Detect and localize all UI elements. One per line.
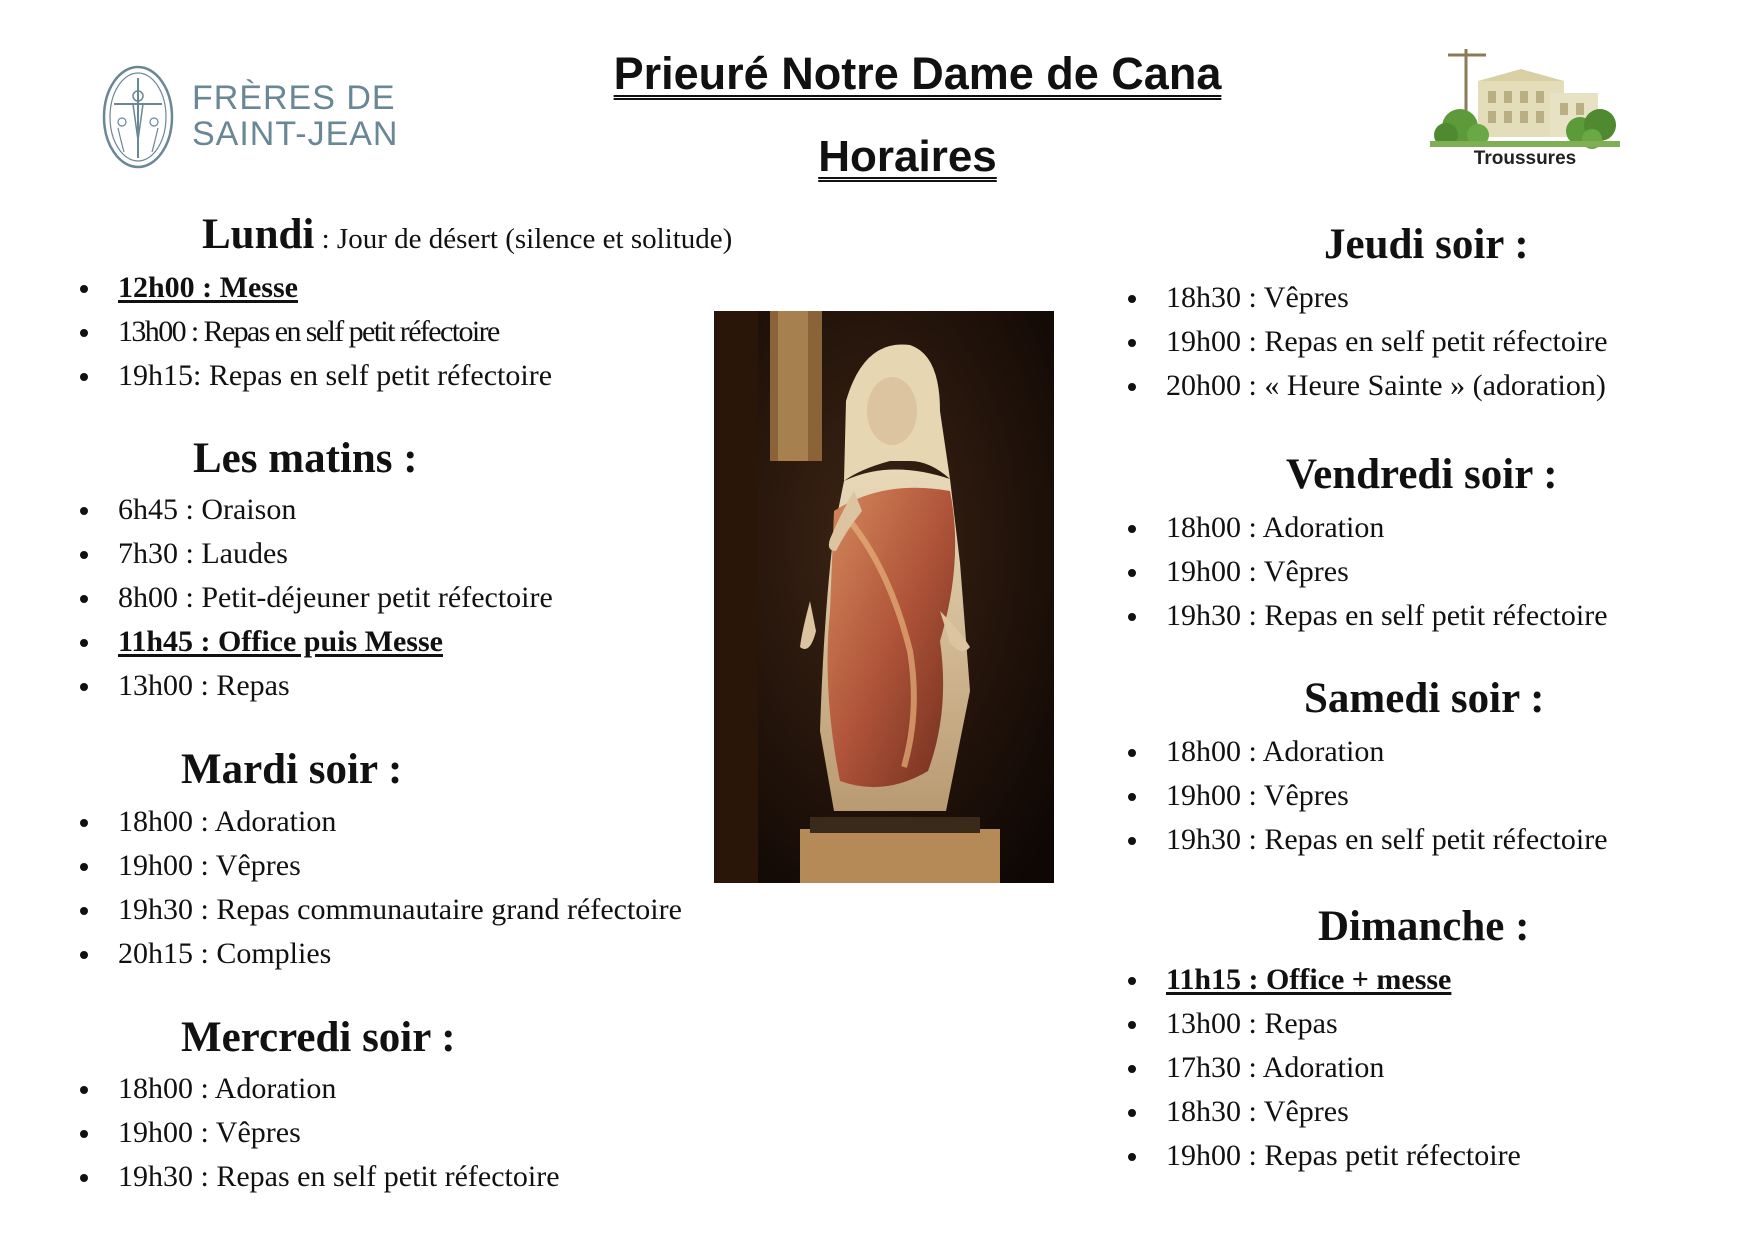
- list-lundi: [80, 266, 552, 398]
- list-item: 8h00 : Petit-déjeuner petit réfectoire: [80, 576, 553, 620]
- list-mardi: [80, 800, 682, 976]
- logo-line-2: SAINT-JEAN: [192, 115, 399, 153]
- heading-mardi: Mardi soir :: [181, 746, 403, 793]
- heading-lundi-title: Lundi: [202, 211, 315, 258]
- list-item: 19h00 : Vêpres: [80, 844, 682, 888]
- heading-lundi: [202, 210, 732, 259]
- list-item: 18h00 : Adoration: [1128, 506, 1608, 550]
- list-item: 19h00 : Repas petit réfectoire: [1128, 1134, 1521, 1178]
- list-item: 19h30 : Repas en self petit réfectoire: [80, 1155, 560, 1199]
- list-matins: [80, 488, 553, 708]
- heading-mercredi: Mercredi soir :: [181, 1014, 456, 1061]
- priory-building-icon: [1430, 45, 1620, 150]
- heading-lundi-subtitle: : Jour de désert (silence et solitude): [314, 223, 733, 255]
- heading-matins: Les matins :: [193, 435, 418, 482]
- heading-samedi: Samedi soir :: [1304, 675, 1545, 722]
- list-item: 11h15 : Office + messe: [1128, 958, 1521, 1002]
- list-item: 13h00 : Repas: [1128, 1002, 1521, 1046]
- logo-line-1: FRÈRES DE: [192, 79, 396, 117]
- list-item: 7h30 : Laudes: [80, 532, 553, 576]
- list-item: 20h00 : « Heure Sainte » (adoration): [1128, 364, 1608, 408]
- list-item: 19h30 : Repas communautaire grand réfectoire: [80, 888, 682, 932]
- list-item: 18h00 : Adoration: [80, 800, 682, 844]
- list-item: 18h30 : Vêpres: [1128, 1090, 1521, 1134]
- list-item-text: 13h00 : Repas en self petit réfectoire: [118, 315, 499, 348]
- list-item: 19h00 : Repas en self petit réfectoire: [1128, 320, 1608, 364]
- page-title: Prieuré Notre Dame de Cana: [613, 48, 1222, 99]
- list-item: 18h00 : Adoration: [80, 1067, 560, 1111]
- list-item: 19h00 : Vêpres: [80, 1111, 560, 1155]
- list-samedi: [1128, 730, 1608, 862]
- virgin-mary-statue-image: [714, 311, 1054, 883]
- list-vendredi: [1128, 506, 1608, 638]
- list-item: 12h00 : Messe: [80, 266, 552, 310]
- list-item: 11h45 : Office puis Messe: [80, 620, 553, 664]
- heading-jeudi: Jeudi soir :: [1324, 221, 1529, 268]
- list-item: 18h30 : Vêpres: [1128, 276, 1608, 320]
- list-item: 19h15: Repas en self petit réfectoire: [80, 354, 552, 398]
- list-item: 20h15 : Complies: [80, 932, 682, 976]
- list-item: 19h00 : Vêpres: [1128, 774, 1608, 818]
- list-jeudi: [1128, 276, 1608, 408]
- list-item: 6h45 : Oraison: [80, 488, 553, 532]
- list-item: 17h30 : Adoration: [1128, 1046, 1521, 1090]
- page-subtitle: Horaires: [818, 132, 997, 181]
- list-item: [80, 310, 552, 354]
- list-item: 13h00 : Repas: [80, 664, 553, 708]
- list-item: 18h00 : Adoration: [1128, 730, 1608, 774]
- heading-vendredi: Vendredi soir :: [1286, 451, 1558, 498]
- list-item: 19h30 : Repas en self petit réfectoire: [1128, 594, 1608, 638]
- list-dimanche: [1128, 958, 1521, 1178]
- list-item: 19h30 : Repas en self petit réfectoire: [1128, 818, 1608, 862]
- list-mercredi: [80, 1067, 560, 1199]
- logo-troussures: [1430, 45, 1620, 180]
- heading-dimanche: Dimanche :: [1318, 903, 1530, 950]
- list-item: 19h00 : Vêpres: [1128, 550, 1608, 594]
- logo-caption: Troussures: [1473, 148, 1577, 169]
